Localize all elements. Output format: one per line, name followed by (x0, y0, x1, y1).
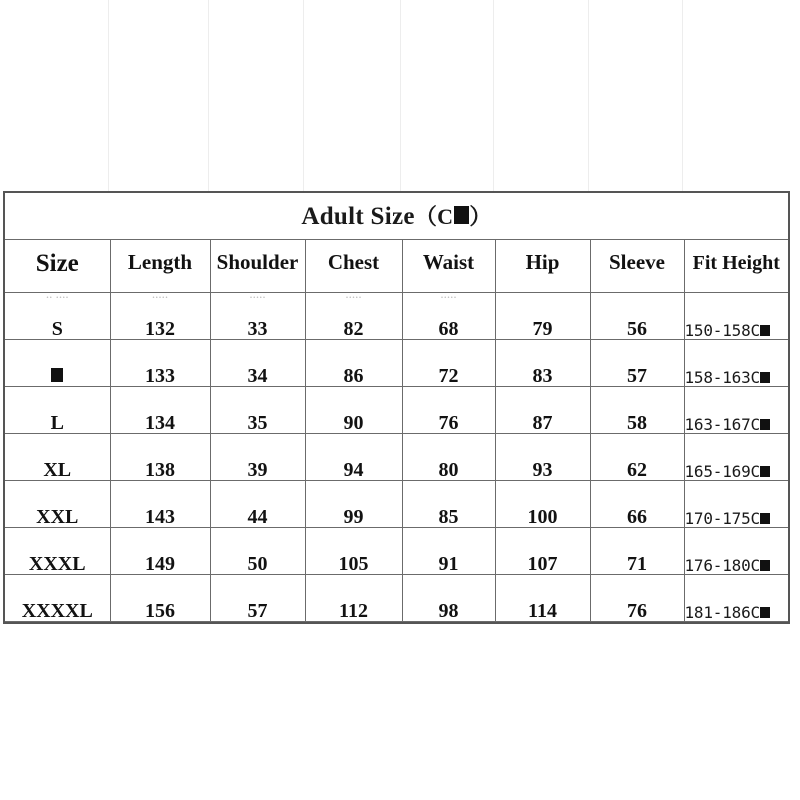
column-header-length (110, 240, 210, 293)
cell-length: 132 (110, 293, 210, 340)
cell-sleeve: 71 (590, 528, 684, 575)
cell-shoulder: 44 (210, 481, 305, 528)
cell-fit-height (684, 387, 788, 434)
cell-waist: 85 (402, 481, 495, 528)
fit-height-value: 170-175C (684, 509, 760, 528)
cell-sleeve: 62 (590, 434, 684, 481)
cell-waist: 68 (402, 293, 495, 340)
cell-hip: 93 (495, 434, 590, 481)
cell-waist: 76 (402, 387, 495, 434)
cell-chest: 99 (305, 481, 402, 528)
cell-chest: 82 (305, 293, 402, 340)
fit-height-value: 150-158C (684, 321, 760, 340)
column-header-size (5, 240, 110, 293)
fit-height-value: 165-169C (684, 462, 760, 481)
size-table (5, 193, 788, 622)
column-header-label: Shoulder (216, 250, 299, 274)
fit-height-value: 176-180C (684, 556, 760, 575)
cell-waist: 98 (402, 575, 495, 622)
page-title (301, 203, 491, 230)
cell-fit-height (684, 528, 788, 575)
cell-length: 138 (110, 434, 210, 481)
column-header-waist (402, 240, 495, 293)
title-unit-close: ） (469, 203, 492, 229)
clipped-sub-label (403, 287, 495, 291)
cell-length: 143 (110, 481, 210, 528)
letter-m-block-glyph (760, 372, 770, 383)
cell-size: XXL (5, 481, 110, 528)
fit-height-value: 163-167C (684, 415, 760, 434)
cell-fit-height (684, 293, 788, 340)
cell-chest: 86 (305, 340, 402, 387)
cell-fit-height (684, 575, 788, 622)
cell-shoulder: 35 (210, 387, 305, 434)
column-guide-lines (0, 0, 800, 192)
fit-height-value: 158-163C (684, 368, 760, 387)
cell-fit-height (684, 340, 788, 387)
header-row (5, 240, 788, 293)
cell-hip: 107 (495, 528, 590, 575)
column-header-sleeve (590, 240, 684, 293)
column-header-label: Chest (327, 250, 380, 274)
cell-size: XXXL (5, 528, 110, 575)
column-header-label: Length (127, 250, 193, 274)
title-prefix: Adult Size (301, 202, 415, 230)
letter-m-block-glyph (760, 325, 770, 336)
cell-waist: 72 (402, 340, 495, 387)
cell-size (5, 340, 110, 387)
table-row (5, 528, 788, 575)
table-row (5, 434, 788, 481)
cell-chest: 90 (305, 387, 402, 434)
cell-hip: 114 (495, 575, 590, 622)
table-row (5, 293, 788, 340)
cell-length: 133 (110, 340, 210, 387)
clipped-sub-label (111, 287, 210, 291)
cell-waist: 91 (402, 528, 495, 575)
column-header-label: Hip (525, 250, 560, 274)
table-row (5, 481, 788, 528)
letter-m-block-glyph (760, 560, 770, 571)
cell-chest: 94 (305, 434, 402, 481)
column-header-label: Waist (422, 250, 475, 274)
clipped-sub-label (5, 287, 110, 291)
cell-shoulder: 57 (210, 575, 305, 622)
cell-hip: 87 (495, 387, 590, 434)
cell-fit-height (684, 481, 788, 528)
title-row (5, 193, 788, 240)
cell-shoulder: 50 (210, 528, 305, 575)
cell-size: L (5, 387, 110, 434)
letter-m-block-glyph (760, 513, 770, 524)
table-row (5, 387, 788, 434)
cell-sleeve: 57 (590, 340, 684, 387)
title-unit-open: （C (414, 203, 454, 229)
cell-sleeve: 66 (590, 481, 684, 528)
cell-sleeve: 58 (590, 387, 684, 434)
cell-size: XL (5, 434, 110, 481)
fit-height-value: 181-186C (684, 603, 760, 622)
column-header-fit-height (684, 240, 788, 293)
cell-shoulder: 33 (210, 293, 305, 340)
column-header-shoulder (210, 240, 305, 293)
column-header-chest (305, 240, 402, 293)
cell-size: S (5, 293, 110, 340)
cell-hip: 100 (495, 481, 590, 528)
size-chart (3, 191, 790, 624)
cell-length: 149 (110, 528, 210, 575)
cell-length: 156 (110, 575, 210, 622)
cell-chest: 105 (305, 528, 402, 575)
letter-m-block-glyph (760, 607, 770, 618)
cell-sleeve: 56 (590, 293, 684, 340)
clipped-sub-label (306, 287, 402, 291)
cell-shoulder: 34 (210, 340, 305, 387)
table-row (5, 340, 788, 387)
cell-waist: 80 (402, 434, 495, 481)
column-header-label: Size (35, 249, 79, 277)
cell-hip: 83 (495, 340, 590, 387)
letter-m-block-glyph (454, 206, 470, 225)
letter-m-block-glyph (760, 419, 770, 430)
column-header-hip (495, 240, 590, 293)
letter-m-block-glyph (51, 368, 63, 383)
chart-title-cell (5, 193, 788, 240)
cell-fit-height (684, 434, 788, 481)
cell-sleeve: 76 (590, 575, 684, 622)
cell-size: XXXXL (5, 575, 110, 622)
cell-hip: 79 (495, 293, 590, 340)
column-header-label: Fit Height (692, 251, 780, 274)
cell-chest: 112 (305, 575, 402, 622)
column-header-label: Sleeve (609, 250, 665, 274)
table-row (5, 575, 788, 622)
letter-m-block-glyph (760, 466, 770, 477)
clipped-sub-label (211, 287, 305, 291)
cell-length: 134 (110, 387, 210, 434)
cell-shoulder: 39 (210, 434, 305, 481)
